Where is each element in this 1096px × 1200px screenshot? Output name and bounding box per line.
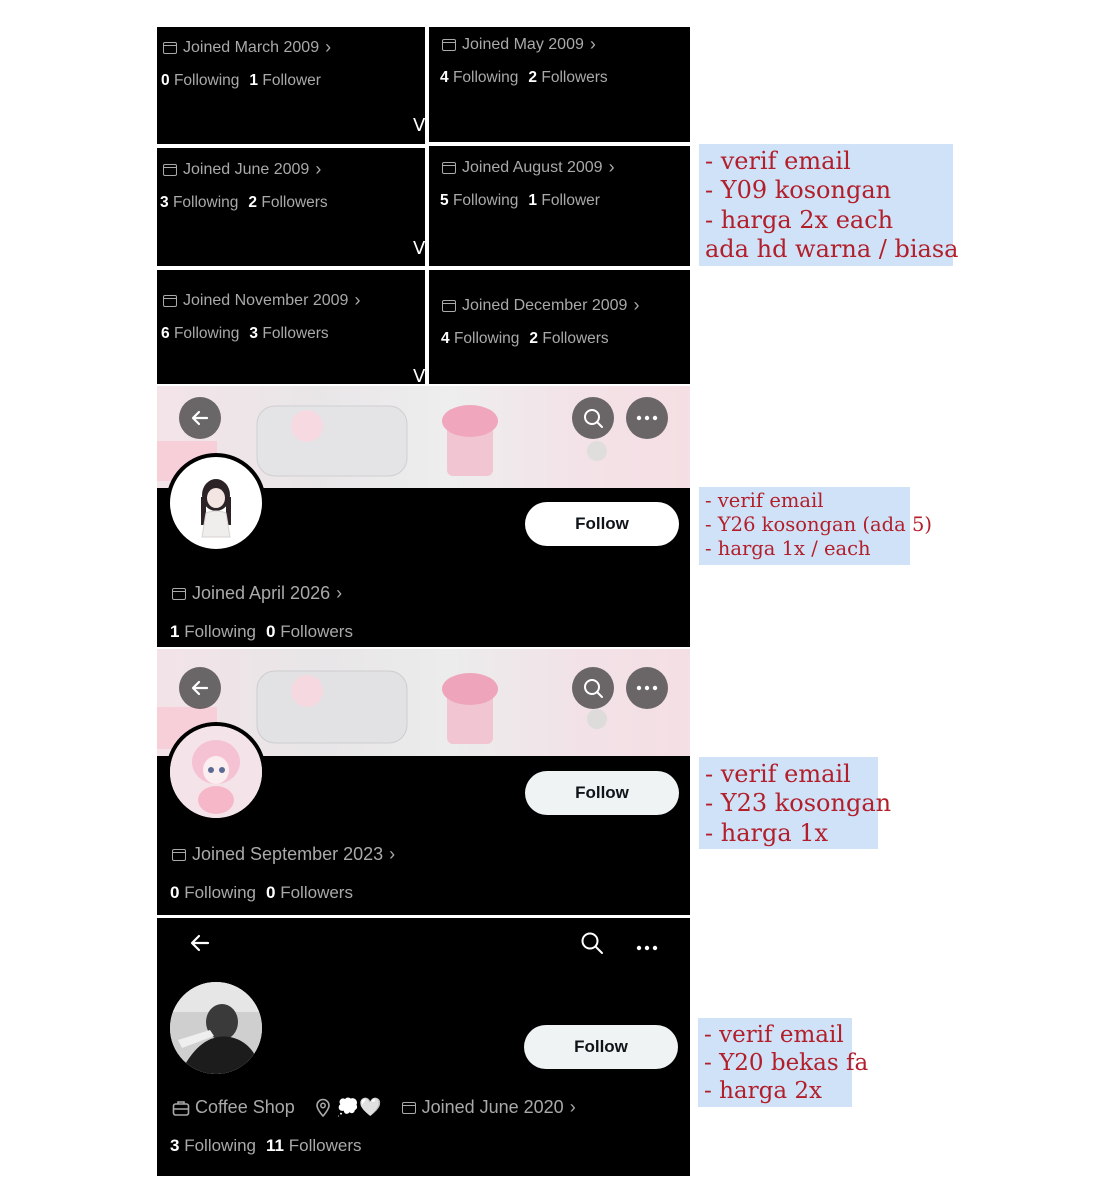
checkmark-v: V bbox=[413, 115, 425, 136]
follow-stats: 1 Following 0 Followers bbox=[170, 622, 353, 641]
follow-stats: 5 Following 1 Follower bbox=[440, 192, 600, 209]
joined-date[interactable]: Joined August 2009 › bbox=[442, 157, 615, 178]
joined-date[interactable]: Joined November 2009 › bbox=[163, 290, 360, 311]
follow-stats: 0 Following 1 Follower bbox=[161, 72, 321, 89]
chevron-right-icon: › bbox=[315, 159, 322, 179]
account-card-2 bbox=[429, 27, 690, 142]
chevron-right-icon: › bbox=[589, 34, 596, 54]
search-icon bbox=[582, 407, 604, 429]
note-3: - verif email - Y23 kosongan - harga 1x bbox=[699, 757, 878, 849]
joined-date[interactable]: Joined September 2023 › bbox=[172, 844, 395, 865]
more-horizontal-icon bbox=[636, 685, 658, 691]
avatar[interactable] bbox=[166, 722, 266, 822]
more-horizontal-icon bbox=[635, 944, 659, 952]
calendar-icon bbox=[442, 300, 456, 312]
account-card-1 bbox=[157, 27, 425, 144]
note-2: - verif email - Y26 kosongan (ada 5) - harga 1x / each bbox=[699, 487, 910, 565]
chevron-right-icon: › bbox=[389, 844, 396, 864]
follow-button[interactable]: Follow bbox=[525, 502, 679, 546]
follow-stats: 3 Following 11 Followers bbox=[170, 1136, 362, 1155]
chevron-right-icon: › bbox=[325, 37, 332, 57]
avatar[interactable] bbox=[166, 453, 266, 553]
avatar-image bbox=[170, 982, 262, 1074]
search-icon bbox=[580, 931, 604, 955]
more-button[interactable] bbox=[626, 667, 668, 709]
arrow-left-icon bbox=[190, 678, 210, 698]
briefcase-icon bbox=[172, 1100, 190, 1116]
more-button[interactable] bbox=[626, 397, 668, 439]
search-icon bbox=[582, 677, 604, 699]
calendar-icon bbox=[402, 1102, 416, 1114]
chevron-right-icon: › bbox=[354, 290, 361, 310]
chevron-right-icon: › bbox=[569, 1097, 576, 1117]
chevron-right-icon: › bbox=[336, 583, 343, 603]
joined-date[interactable]: Joined May 2009 › bbox=[442, 34, 596, 55]
follow-stats: 6 Following 3 Followers bbox=[161, 325, 329, 342]
calendar-icon bbox=[172, 588, 186, 600]
avatar-image bbox=[170, 457, 262, 549]
joined-date[interactable]: Joined March 2009 › bbox=[163, 37, 331, 58]
back-button[interactable] bbox=[179, 397, 221, 439]
search-button[interactable] bbox=[572, 397, 614, 439]
follow-stats: 4 Following 2 Followers bbox=[441, 330, 609, 347]
follow-button[interactable]: Follow bbox=[525, 771, 679, 815]
account-card-5 bbox=[157, 270, 425, 384]
calendar-icon bbox=[442, 39, 456, 51]
follow-button[interactable]: Follow bbox=[524, 1025, 678, 1069]
joined-date[interactable]: Joined April 2026 › bbox=[172, 583, 342, 604]
chevron-right-icon: › bbox=[633, 295, 640, 315]
chevron-right-icon: › bbox=[608, 157, 615, 177]
search-button[interactable] bbox=[580, 931, 604, 955]
follow-stats: 3 Following 2 Followers bbox=[160, 194, 328, 211]
more-horizontal-icon bbox=[636, 415, 658, 421]
location-pin-icon bbox=[315, 1098, 331, 1117]
checkmark-v: V bbox=[413, 366, 425, 384]
joined-date[interactable]: Joined June 2020 › bbox=[402, 1097, 576, 1118]
arrow-left-icon bbox=[189, 932, 211, 954]
account-card-3 bbox=[157, 148, 425, 266]
search-button[interactable] bbox=[572, 667, 614, 709]
follow-stats: 4 Following 2 Followers bbox=[440, 69, 608, 86]
arrow-left-icon bbox=[190, 408, 210, 428]
account-card-6 bbox=[429, 270, 690, 384]
avatar[interactable] bbox=[166, 978, 266, 1078]
note-4: - verif email - Y20 bekas fa - harga 2x bbox=[698, 1018, 852, 1107]
back-button[interactable] bbox=[179, 667, 221, 709]
joined-date[interactable]: Joined June 2009 › bbox=[163, 159, 321, 180]
calendar-icon bbox=[442, 162, 456, 174]
avatar-image bbox=[170, 726, 262, 818]
joined-date[interactable]: Joined December 2009 › bbox=[442, 295, 639, 316]
more-button[interactable] bbox=[635, 939, 659, 947]
back-button[interactable] bbox=[189, 932, 213, 954]
profile-meta bbox=[172, 1097, 576, 1118]
checkmark-v: V bbox=[413, 238, 425, 259]
calendar-icon bbox=[172, 849, 186, 861]
location-label: 💭🤍 bbox=[336, 1097, 382, 1117]
calendar-icon bbox=[163, 295, 177, 307]
category-label: Coffee Shop bbox=[195, 1097, 295, 1117]
note-1: - verif email - Y09 kosongan - harga 2x each ada hd warna / biasa bbox=[699, 144, 953, 266]
account-card-4 bbox=[429, 146, 690, 266]
calendar-icon bbox=[163, 42, 177, 54]
follow-stats: 0 Following 0 Followers bbox=[170, 883, 353, 902]
calendar-icon bbox=[163, 164, 177, 176]
